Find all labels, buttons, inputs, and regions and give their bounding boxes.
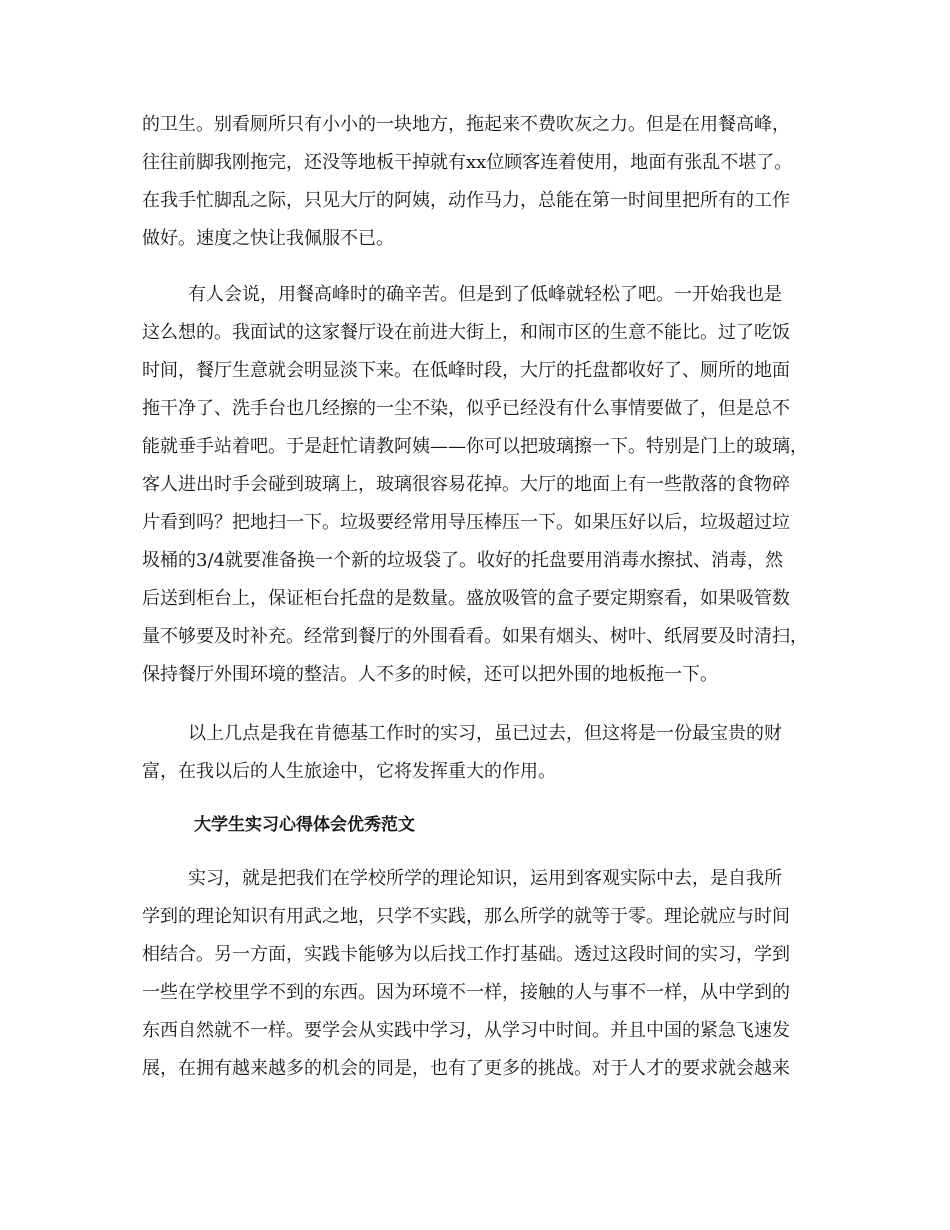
text-line: 做好。速度之快让我佩服不已。 — [142, 228, 394, 249]
text-line: 能就垂手站着吧。于是赶忙请教阿姨——你可以把玻璃擦一下。特别是门上的玻璃， — [142, 436, 808, 457]
text-line: 往往前脚我刚拖完，还没等地板干掉就有xx位顾客连着使用，地面有张乱不堪了。 — [142, 152, 793, 173]
text-line: 一些在学校里学不到的东西。因为环境不一样，接触的人与事不一样，从中学到的 — [142, 982, 790, 1003]
text-line: 圾桶的3/4就要准备换一个新的垃圾袋了。收好的托盘要用消毒水擦拭、消毒，然 — [142, 550, 783, 571]
text-line: 以上几点是我在肯德基工作时的实习，虽已过去，但这将是一份最宝贵的财 — [188, 723, 782, 744]
text-line: 这么想的。我面试的这家餐厅设在前进大街上，和闹市区的生意不能比。过了吃饭 — [142, 322, 790, 343]
text-line: 实习，就是把我们在学校所学的理论知识，运用到客观实际中去，是自我所 — [188, 868, 782, 889]
text-line: 拖干净了、洗手台也几经擦的一尘不染，似乎已经没有什么事情要做了，但是总不 — [142, 398, 790, 419]
text-line: 客人进出时手会碰到玻璃上，玻璃很容易花掉。大厅的地面上有一些散落的食物碎 — [142, 474, 790, 495]
text-line: 量不够要及时补充。经常到餐厅的外围看看。如果有烟头、树叶、纸屑要及时清扫， — [142, 626, 808, 647]
text-line: 相结合。另一方面，实践卡能够为以后找工作打基础。透过这段时间的实习，学到 — [142, 944, 790, 965]
text-line: 时间，餐厅生意就会明显淡下来。在低峰时段，大厅的托盘都收好了、厕所的地面 — [142, 360, 790, 381]
text-line: 学到的理论知识有用武之地，只学不实践，那么所学的就等于零。理论就应与时间 — [142, 906, 790, 927]
text-line: 的卫生。别看厕所只有小小的一块地方，拖起来不费吹灰之力。但是在用餐高峰， — [142, 114, 790, 135]
text-line: 在我手忙脚乱之际，只见大厅的阿姨，动作马力，总能在第一时间里把所有的工作 — [142, 190, 790, 211]
text-line: 东西自然就不一样。要学会从实践中学习，从学习中时间。并且中国的紧急飞速发 — [142, 1020, 790, 1041]
text-line: 展，在拥有越来越多的机会的同是，也有了更多的挑战。对于人才的要求就会越来 — [142, 1058, 790, 1079]
text-line: 保持餐厅外围环境的整洁。人不多的时候，还可以把外围的地板拖一下。 — [142, 664, 718, 685]
text-line: 有人会说，用餐高峰时的确辛苦。但是到了低峰就轻松了吧。一开始我也是 — [188, 284, 782, 305]
section-heading: 大学生实习心得体会优秀范文 — [194, 815, 415, 835]
text-line: 富，在我以后的人生旅途中，它将发挥重大的作用。 — [142, 761, 556, 782]
text-line: 后送到柜台上，保证柜台托盘的是数量。盛放吸管的盒子要定期察看，如果吸管数 — [142, 588, 790, 609]
text-line: 片看到吗？把地扫一下。垃圾要经常用导压棒压一下。如果压好以后，垃圾超过垃 — [142, 512, 790, 533]
